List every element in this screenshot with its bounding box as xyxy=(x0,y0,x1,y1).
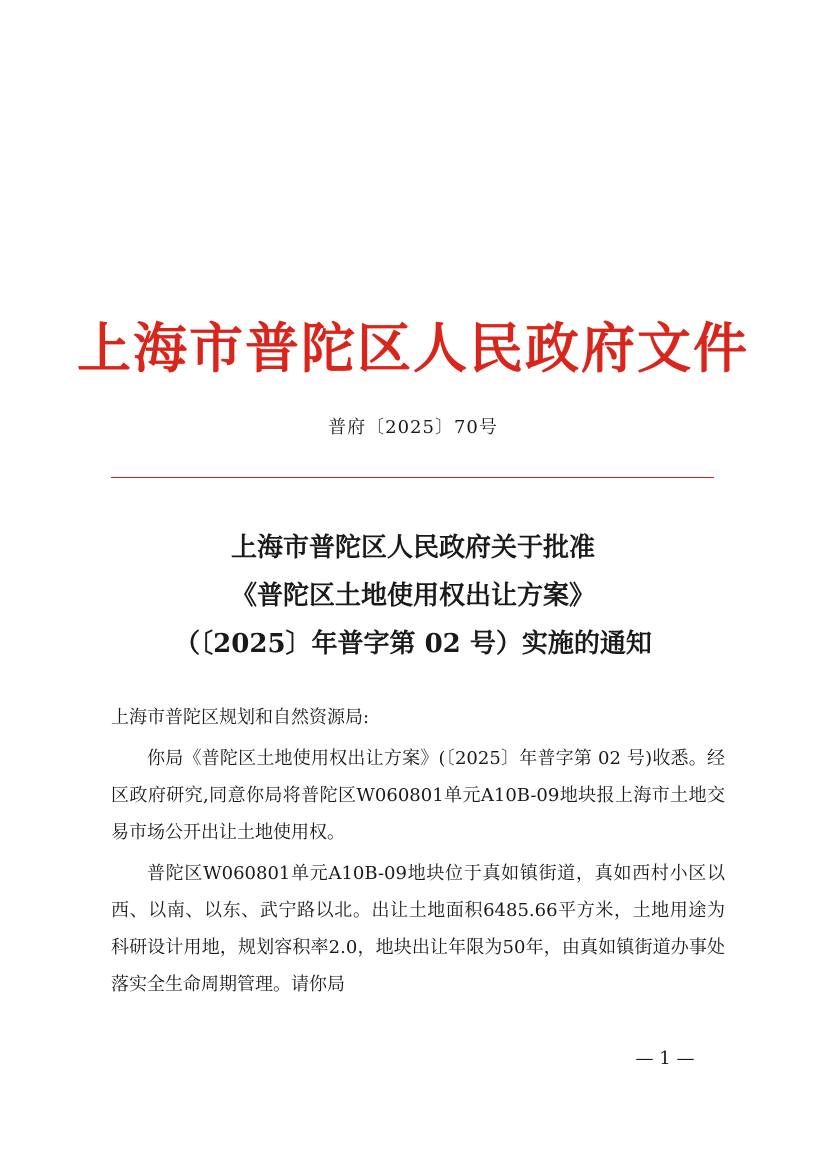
notice-title-line-1: 上海市普陀区人民政府关于批准 xyxy=(230,533,595,563)
notice-title-line-3: （〔2025〕年普字第 02 号）实施的通知 xyxy=(174,629,652,659)
body-paragraph-1: 你局《普陀区土地使用权出让方案》(〔2025〕年普字第 02 号)收悉。经区政府研究,同意你局将普陀区W060801单元A10B-09地块报上海市土地交易市场公开出让土地使用权。 xyxy=(111,748,725,843)
notice-title-line-2: 《普陀区土地使用权出让方案》 xyxy=(230,581,595,611)
document-body xyxy=(111,699,725,1007)
body-paragraph-2: 普陀区W060801单元A10B-09地块位于真如镇街道，真如西村小区以西、以南、以东、武宁路以北。出让土地面积6485.66平方米，土地用途为科研设计用地，规划容积率2.0，地块出让年限为50年，由真如镇街道办事处落实全生命周期管理。请你局 xyxy=(111,863,725,995)
issuing-authority-title: 上海市普陀区人民政府文件 xyxy=(77,316,749,380)
notice-title xyxy=(0,524,826,668)
red-separator-line xyxy=(111,477,714,478)
document-number: 普府〔2025〕70号 xyxy=(328,417,498,438)
page-number: — 1 — xyxy=(635,1048,695,1069)
salutation: 上海市普陀区规划和自然资源局: xyxy=(111,707,370,728)
